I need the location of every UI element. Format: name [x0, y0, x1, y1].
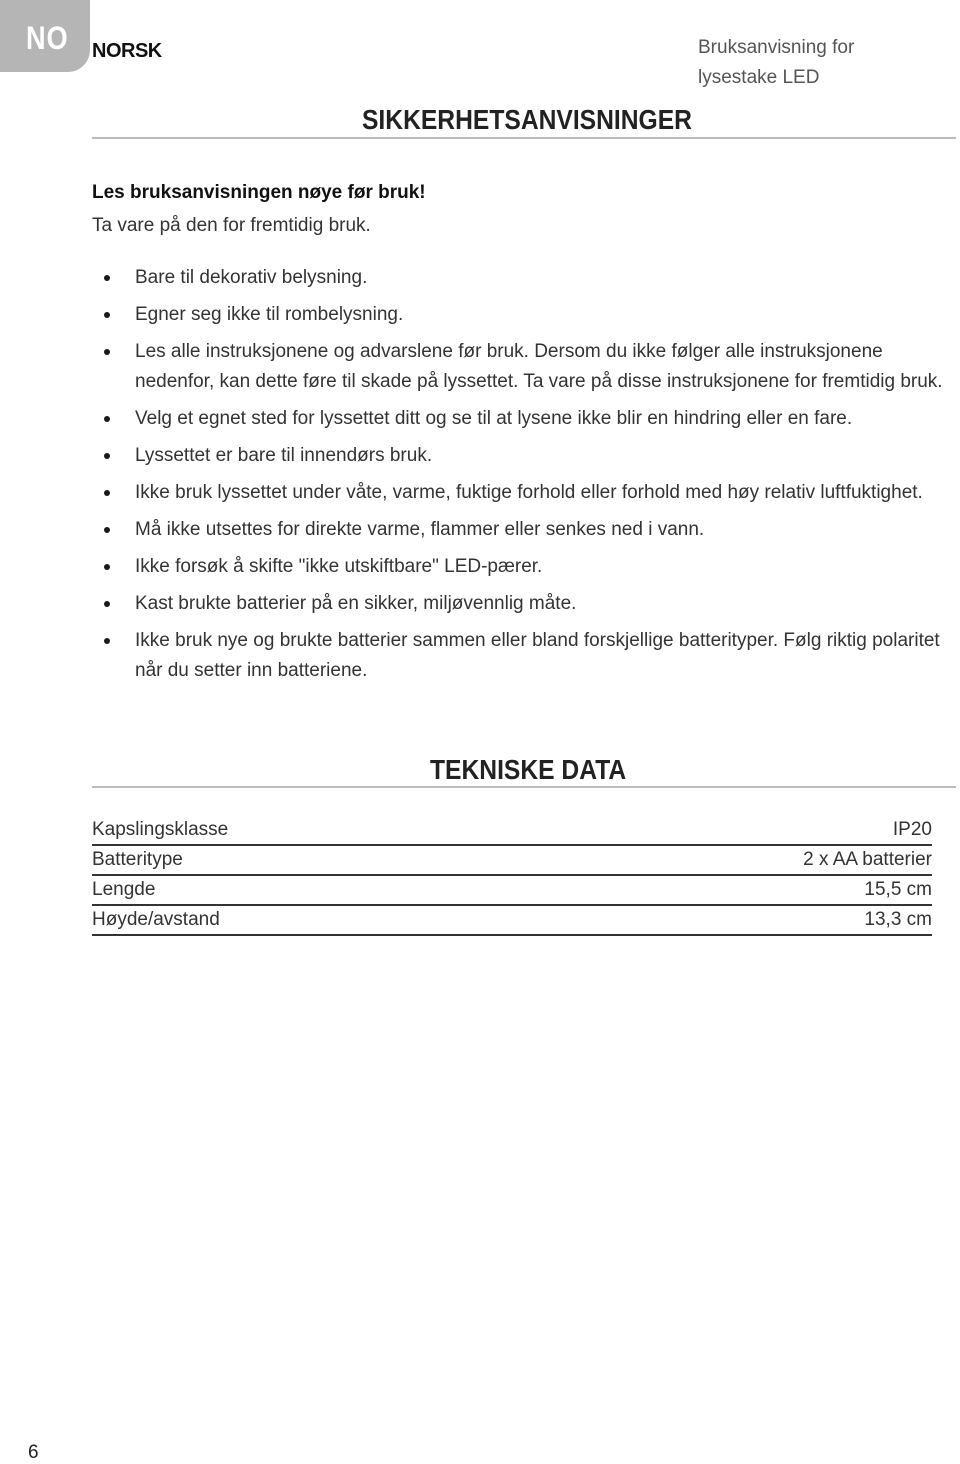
safety-bullet-text: Kast brukte batterier på en sikker, miljøvennlig måte.: [135, 593, 577, 614]
spec-label: Lengde: [92, 879, 156, 900]
safety-bullet-text: Egner seg ikke til rombelysning.: [135, 304, 404, 325]
spec-value: 13,3 cm: [864, 909, 932, 930]
spec-label: Kapslingsklasse: [92, 819, 229, 840]
bullet-dot-icon: [104, 564, 110, 570]
spec-row: [92, 816, 932, 846]
safety-bullet-text: Ikke bruk lyssettet under våte, varme, fuktige forhold eller forhold med høy relativ luftfuktighet.: [135, 482, 923, 503]
safety-bullet-item: [104, 441, 956, 471]
safety-bullet-text: Les alle instruksjonene og advarslene før bruk. Dersom du ikke følger alle instruksjonene nedenfor, kan dette føre til skade på lyssettet. Ta vare på disse instruksjonene for fremtidig bruk.: [135, 341, 943, 392]
safety-intro-bold: Les bruksanvisningen nøye før bruk!: [92, 182, 426, 203]
document-title: [698, 33, 854, 93]
language-name: NORSK: [92, 40, 162, 62]
bullet-dot-icon: [104, 275, 110, 281]
safety-bullet-text: Ikke bruk nye og brukte batterier sammen eller bland forskjellige batterityper. Følg riktig polaritet når du setter inn batteriene.: [135, 630, 940, 681]
spec-label: Batteritype: [92, 849, 183, 870]
safety-bullet-text: Lyssettet er bare til innendørs bruk.: [135, 445, 433, 466]
spec-label: Høyde/avstand: [92, 909, 220, 930]
language-tab: [0, 0, 90, 72]
page-number: 6: [28, 1442, 39, 1463]
spec-value: IP20: [892, 819, 932, 840]
spec-row: [92, 846, 932, 876]
spec-row: [92, 876, 932, 906]
safety-bullet-list: [104, 263, 956, 693]
spec-row: [92, 906, 932, 936]
tech-section-title: TEKNISKE DATA: [430, 754, 627, 785]
safety-bullet-item: [104, 478, 956, 508]
bullet-dot-icon: [104, 527, 110, 533]
document-title-line-1: Bruksanvisning for: [698, 37, 855, 58]
tech-title-divider: [92, 786, 956, 788]
bullet-dot-icon: [104, 453, 110, 459]
language-code: NO: [26, 20, 69, 56]
bullet-dot-icon: [104, 638, 110, 644]
safety-bullet-item: [104, 404, 956, 434]
safety-section-title: SIKKERHETSANVISNINGER: [362, 104, 692, 135]
spec-value: 2 x AA batterier: [803, 849, 932, 870]
safety-bullet-text: Bare til dekorativ belysning.: [135, 267, 368, 288]
safety-bullet-text: Velg et egnet sted for lyssettet ditt og se til at lysene ikke blir en hindring eller en fare.: [135, 408, 853, 429]
bullet-dot-icon: [104, 601, 110, 607]
safety-bullet-item: [104, 626, 956, 686]
safety-bullet-text: Må ikke utsettes for direkte varme, flammer eller senkes ned i vann.: [135, 519, 705, 540]
spec-value: 15,5 cm: [864, 879, 932, 900]
bullet-dot-icon: [104, 312, 110, 318]
document-title-line-2: lysestake LED: [698, 67, 820, 88]
safety-bullet-text: Ikke forsøk å skifte "ikke utskiftbare" LED-pærer.: [135, 556, 543, 577]
tech-spec-table: [92, 816, 932, 936]
safety-bullet-item: [104, 337, 956, 397]
safety-intro: [92, 176, 426, 242]
bullet-dot-icon: [104, 416, 110, 422]
safety-intro-line: Ta vare på den for fremtidig bruk.: [92, 215, 371, 236]
safety-bullet-item: [104, 589, 956, 619]
safety-title-divider: [92, 137, 956, 139]
safety-bullet-item: [104, 515, 956, 545]
safety-bullet-item: [104, 300, 956, 330]
safety-bullet-item: [104, 263, 956, 293]
bullet-dot-icon: [104, 490, 110, 496]
safety-bullet-item: [104, 552, 956, 582]
bullet-dot-icon: [104, 349, 110, 355]
